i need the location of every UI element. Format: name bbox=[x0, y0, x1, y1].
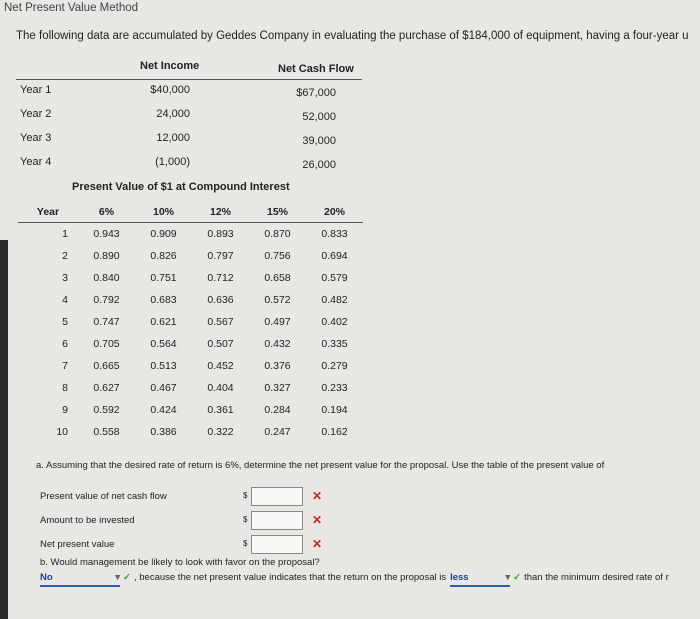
pv-cell: 0.558 bbox=[93, 426, 120, 438]
table-row bbox=[18, 355, 363, 377]
pv-cell: 0.665 bbox=[93, 360, 120, 372]
pv-cell: 0.432 bbox=[264, 338, 291, 350]
pv-cell: 0.467 bbox=[150, 382, 177, 394]
part-b-answer-row bbox=[40, 571, 690, 587]
incorrect-icon: ✕ bbox=[312, 537, 323, 551]
net-cash-flow-value: 39,000 bbox=[302, 135, 336, 147]
pv-cell: 0.890 bbox=[93, 250, 120, 262]
pv-cell: 0.513 bbox=[150, 360, 177, 372]
pv-cell: 0.579 bbox=[321, 272, 348, 284]
pv-cell: 0.279 bbox=[321, 360, 348, 372]
pv-cell: 6 bbox=[62, 338, 68, 350]
answer-input[interactable] bbox=[251, 511, 303, 530]
pv-cell: 0.683 bbox=[150, 294, 177, 306]
pv-cell: 0.756 bbox=[264, 250, 291, 262]
pv-cell: 9 bbox=[62, 404, 68, 416]
pv-cell: 0.361 bbox=[207, 404, 234, 416]
pv-cell: 0.705 bbox=[93, 338, 120, 350]
net-income-value: 24,000 bbox=[156, 108, 190, 120]
part-a-question: a. Assuming that the desired rate of return is 6%, determine the net present value for the proposal. Use the table of the present value of bbox=[36, 460, 605, 471]
pv-cell: 0.833 bbox=[321, 228, 348, 240]
pv-header: Year bbox=[18, 202, 78, 223]
pv-cell: 0.751 bbox=[150, 272, 177, 284]
year-label: Year 3 bbox=[20, 132, 52, 144]
pv-cell: 0.194 bbox=[321, 404, 348, 416]
pv-cell: 0.567 bbox=[207, 316, 234, 328]
check-icon: ✓ bbox=[513, 572, 522, 583]
pv-cell: 0.658 bbox=[264, 272, 291, 284]
pv-cell: 0.335 bbox=[321, 338, 348, 350]
table-row bbox=[18, 377, 363, 399]
pv-cell: 0.327 bbox=[264, 382, 291, 394]
pv-cell: 0.870 bbox=[264, 228, 291, 240]
table-row bbox=[18, 223, 363, 246]
pv-cell: 0.627 bbox=[93, 382, 120, 394]
pv-cell: 0.572 bbox=[264, 294, 291, 306]
pv-cell: 0.636 bbox=[207, 294, 234, 306]
pv-cell: 4 bbox=[62, 294, 68, 306]
pv-cell: 5 bbox=[62, 316, 68, 328]
pv-cell: 0.797 bbox=[207, 250, 234, 262]
incorrect-icon: ✕ bbox=[312, 513, 323, 527]
pv-cell: 0.564 bbox=[150, 338, 177, 350]
pv-cell: 1 bbox=[62, 228, 68, 240]
pv-cell: 0.376 bbox=[264, 360, 291, 372]
field-label: Present value of net cash flow bbox=[40, 491, 167, 502]
pv-cell: 0.840 bbox=[93, 272, 120, 284]
pv-cell: 0.424 bbox=[150, 404, 177, 416]
pv-cell: 0.694 bbox=[321, 250, 348, 262]
pv-cell: 0.404 bbox=[207, 382, 234, 394]
field-label: Net present value bbox=[40, 539, 115, 550]
pv-cell: 0.909 bbox=[150, 228, 177, 240]
table-row bbox=[18, 245, 363, 267]
pv-cell: 0.943 bbox=[93, 228, 120, 240]
pv-header: 12% bbox=[192, 202, 249, 223]
part-b-question: b. Would management be likely to look with favor on the proposal? bbox=[40, 557, 320, 568]
pv-cell: 0.712 bbox=[207, 272, 234, 284]
part-b-text-end: than the minimum desired rate of r bbox=[524, 572, 669, 583]
pv-header: 20% bbox=[306, 202, 363, 223]
dollar-sign: $ bbox=[243, 539, 248, 548]
pv-header: 6% bbox=[78, 202, 135, 223]
incorrect-icon: ✕ bbox=[312, 489, 323, 503]
pv-table-title: Present Value of $1 at Compound Interest bbox=[72, 181, 290, 193]
net-cash-flow-value: 52,000 bbox=[302, 111, 336, 123]
net-income-value: $40,000 bbox=[150, 84, 190, 96]
pv-cell: 0.284 bbox=[264, 404, 291, 416]
pv-cell: 0.747 bbox=[93, 316, 120, 328]
net-cash-flow-value: $67,000 bbox=[296, 87, 336, 99]
chevron-down-icon: ▾ bbox=[505, 572, 511, 583]
pv-cell: 0.452 bbox=[207, 360, 234, 372]
table-row bbox=[18, 289, 363, 311]
header-net-income: Net Income bbox=[140, 60, 200, 72]
pv-cell: 0.322 bbox=[207, 426, 234, 438]
pv-header: 10% bbox=[135, 202, 192, 223]
pv-cell: 0.247 bbox=[264, 426, 291, 438]
part-b-text: , because the net present value indicates that the return on the proposal is bbox=[133, 572, 447, 583]
table-row bbox=[18, 267, 363, 289]
pv-cell: 8 bbox=[62, 382, 68, 394]
comparison-select[interactable] bbox=[450, 571, 510, 587]
intro-text: The following data are accumulated by Geddes Company in evaluating the purchase of $184,000 of equipment, having a four-year u bbox=[16, 30, 689, 42]
year-label: Year 1 bbox=[20, 84, 52, 96]
pv-cell: 10 bbox=[56, 426, 68, 438]
table-row bbox=[18, 399, 363, 421]
present-value-table bbox=[18, 202, 363, 443]
year-label: Year 4 bbox=[20, 156, 52, 168]
pv-cell: 0.402 bbox=[321, 316, 348, 328]
page-title: Net Present Value Method bbox=[4, 2, 139, 14]
favor-select-value: No bbox=[40, 572, 53, 583]
pv-header: 15% bbox=[249, 202, 306, 223]
table-row bbox=[18, 333, 363, 355]
chevron-down-icon: ▾ bbox=[115, 572, 120, 583]
net-cash-flow-value: 26,000 bbox=[302, 159, 336, 171]
pv-cell: 0.592 bbox=[93, 404, 120, 416]
answer-input[interactable] bbox=[251, 535, 303, 554]
check-icon: ✓ bbox=[123, 572, 131, 583]
dollar-sign: $ bbox=[243, 491, 248, 500]
year-label: Year 2 bbox=[20, 108, 52, 120]
pv-cell: 0.386 bbox=[150, 426, 177, 438]
pv-cell: 0.826 bbox=[150, 250, 177, 262]
pv-cell: 0.507 bbox=[207, 338, 234, 350]
pv-cell: 0.621 bbox=[150, 316, 177, 328]
dollar-sign: $ bbox=[243, 515, 248, 524]
pv-cell: 7 bbox=[62, 360, 68, 372]
favor-select[interactable] bbox=[40, 571, 120, 587]
pv-cell: 2 bbox=[62, 250, 68, 262]
pv-cell: 0.893 bbox=[207, 228, 234, 240]
pv-cell: 0.497 bbox=[264, 316, 291, 328]
answer-input[interactable] bbox=[251, 487, 303, 506]
table-row bbox=[18, 421, 363, 443]
net-income-value: (1,000) bbox=[155, 156, 190, 168]
pv-cell: 0.233 bbox=[321, 382, 348, 394]
net-income-value: 12,000 bbox=[156, 132, 190, 144]
pv-cell: 0.792 bbox=[93, 294, 120, 306]
header-net-cash-flow: Net Cash Flow bbox=[278, 63, 354, 75]
screen-bezel bbox=[0, 240, 8, 619]
pv-cell: 0.162 bbox=[321, 426, 348, 438]
pv-cell: 0.482 bbox=[321, 294, 348, 306]
table-row bbox=[18, 311, 363, 333]
comparison-select-value: less bbox=[450, 572, 469, 583]
field-label: Amount to be invested bbox=[40, 515, 135, 526]
pv-cell: 3 bbox=[62, 272, 68, 284]
